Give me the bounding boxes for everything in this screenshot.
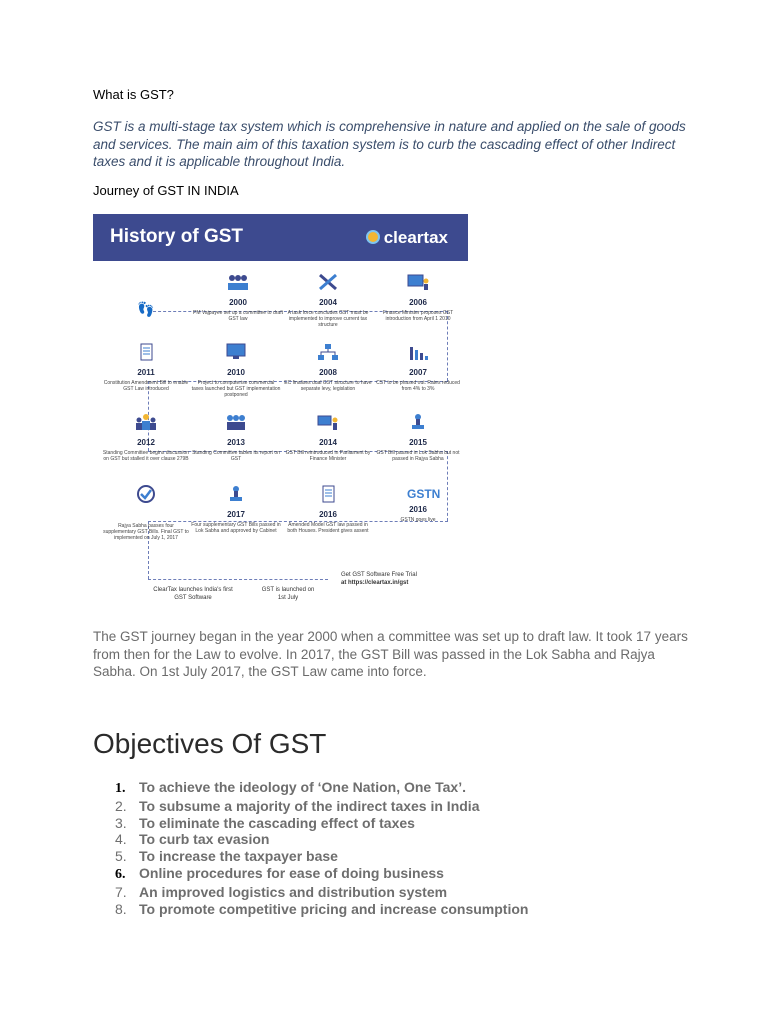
document-icon [135,343,157,361]
item-number: 1. [115,781,126,796]
list-item [115,815,528,832]
node-year [101,510,191,520]
node-year: 2017 [227,510,245,519]
item-number: 7. [115,883,127,900]
chart-down-icon [407,343,429,361]
question-journey: Journey of GST IN INDIA [93,183,239,198]
node-year: 2011 [137,368,155,377]
node-text: Project to computerise commercial taxes launched but GST implementation postponed [191,380,281,398]
node-text: GST Bill passed in Lok Sabha but not passed in Rajya Sabha [376,450,460,462]
question-what-is-gst: What is GST? [93,87,174,102]
item-text: To eliminate the cascading effect of taxes [139,814,415,831]
node-text: Constitution Amendment Bill to enable GST Law introduced [103,380,189,392]
timeline-node-2008 [283,343,373,392]
node-year: 2008 [319,368,337,377]
cleartax-logo-icon [366,230,380,244]
node-year: 2016 [319,510,337,519]
objectives-list [115,779,528,917]
stamp-icon [225,485,247,503]
journey-paragraph: The GST journey began in the year 2000 when a committee was set up to draft law. It took 17 years from then for the Law to evolve. In 2017, the GST Bill was passed in the Lok Sabha and Rajya Sabha. On 1st July 2017, the GST Law came into force. [93,629,688,679]
group-icon [135,413,157,431]
timeline-node-2004 [283,273,373,328]
stamp-icon [407,413,429,431]
node-text: Amended Model GST law passed in both Houses. President gives assent [287,522,369,534]
footprints-icon: 👣 [137,301,155,317]
people-icon [225,413,247,431]
item-text: To subsume a majority of the indirect taxes in India [139,797,480,814]
list-item [115,779,528,798]
infographic-header [93,214,468,261]
node-text: Standing Committee tables its report on GST [192,450,280,462]
footer-gst-launch: GST is launched on 1st July [261,587,315,601]
node-year: 2013 [227,438,245,447]
footer-trial [341,571,461,587]
structure-icon [317,343,339,361]
node-text: PM Vajpayee set up a committee to draft GST law [193,310,283,322]
node-year: 2000 [229,298,247,307]
node-year: 2014 [319,438,337,447]
timeline-node-2014 [283,413,373,462]
timeline-node-2010 [191,343,281,398]
list-item [115,848,528,865]
list-item [115,865,528,884]
node-text: GST Bill reintroduced in Parliament by Finance Minister [285,450,371,462]
checkmark-icon [135,485,157,503]
item-number: 4. [115,831,127,848]
node-text: A task force concludes GST must be implemented to improve current tax structure [287,310,369,328]
timeline-node-2012 [101,413,191,462]
item-number: 2. [115,797,127,814]
node-text: GSTN goes live [400,517,436,523]
node-year: 2007 [409,368,427,377]
timeline-node-2016-law [283,485,373,534]
node-text: Finance Minister proposes GST introduction from April 1 2010 [382,310,454,322]
timeline-node-rajya-sabha [101,485,191,541]
list-item [115,884,528,901]
presentation-icon [407,273,429,291]
timeline-node-2016-gstn [373,485,463,523]
timeline-node-2007 [373,343,463,392]
node-text: Four supplementary GST Bills passed in Lok Sabha and approved by Cabinet [191,522,281,534]
node-year: 2015 [409,438,427,447]
timeline-node-2011 [101,343,191,392]
timeline-node-2013 [191,413,281,462]
timeline-node-2015 [373,413,463,462]
computer-icon [225,343,247,361]
node-year: 2016 [409,505,427,514]
tools-icon [317,273,339,291]
item-number: 8. [115,900,127,917]
laptop-person-icon [317,413,339,431]
node-text: Rajya Sabha passes four supplementary GST Bills. Final GST to implemented on July 1, 2017 [103,523,189,541]
timeline-line-row5 [148,579,328,580]
node-text: CST to be phased out. Rates reduced from 4% to 3% [376,380,460,392]
item-text: An improved logistics and distribution system [139,883,448,900]
infographic-timeline [93,261,468,601]
footer-trial-line1: Get GST Software Free Trial [341,572,417,578]
cleartax-logo [366,228,448,248]
item-number: 6. [115,866,126,882]
node-text: Standing Committee begins discussion on GST but stalled it over clause 279B [102,450,190,462]
footer-trial-link[interactable]: at https://cleartax.in/gst [341,580,409,586]
infographic-title: History of GST [110,226,244,247]
timeline-node-2006 [373,273,463,322]
footer-cleartax-launch: ClearTax launches India's first GST Software [153,587,233,601]
gstn-logo-icon: GSTN [407,487,441,501]
node-year: 2012 [137,438,155,447]
document-icon [317,485,339,503]
committee-icon [227,273,249,291]
list-item [115,901,528,918]
node-year: 2010 [227,368,245,377]
node-year: 2006 [409,298,427,307]
cleartax-brand-text: cleartax [383,228,448,247]
objectives-heading: Objectives Of GST [93,728,327,759]
node-text: EC finalises dual GST structure to have separate levy, legislation [284,380,372,392]
gst-history-infographic [93,214,468,601]
item-text: To curb tax evasion [139,831,270,848]
item-text: Online procedures for ease of doing business [139,864,444,881]
node-year: 2004 [319,298,337,307]
item-text: To promote competitive pricing and increase consumption [139,900,529,917]
list-item [115,831,528,848]
timeline-node-2017 [191,485,281,534]
item-text: To increase the taxpayer base [139,848,338,865]
item-number: 3. [115,814,127,831]
item-text: To achieve the ideology of ‘One Nation, One Tax’. [139,779,466,795]
list-item [115,798,528,815]
intro-paragraph: GST is a multi-stage tax system which is comprehensive in nature and applied on the sale of goods and services. The main aim of this taxation system is to curb the cascading effect of other Indirect taxes and it is applicable throughout India. [93,119,686,169]
item-number: 5. [115,848,127,865]
timeline-node-2000 [193,273,283,322]
